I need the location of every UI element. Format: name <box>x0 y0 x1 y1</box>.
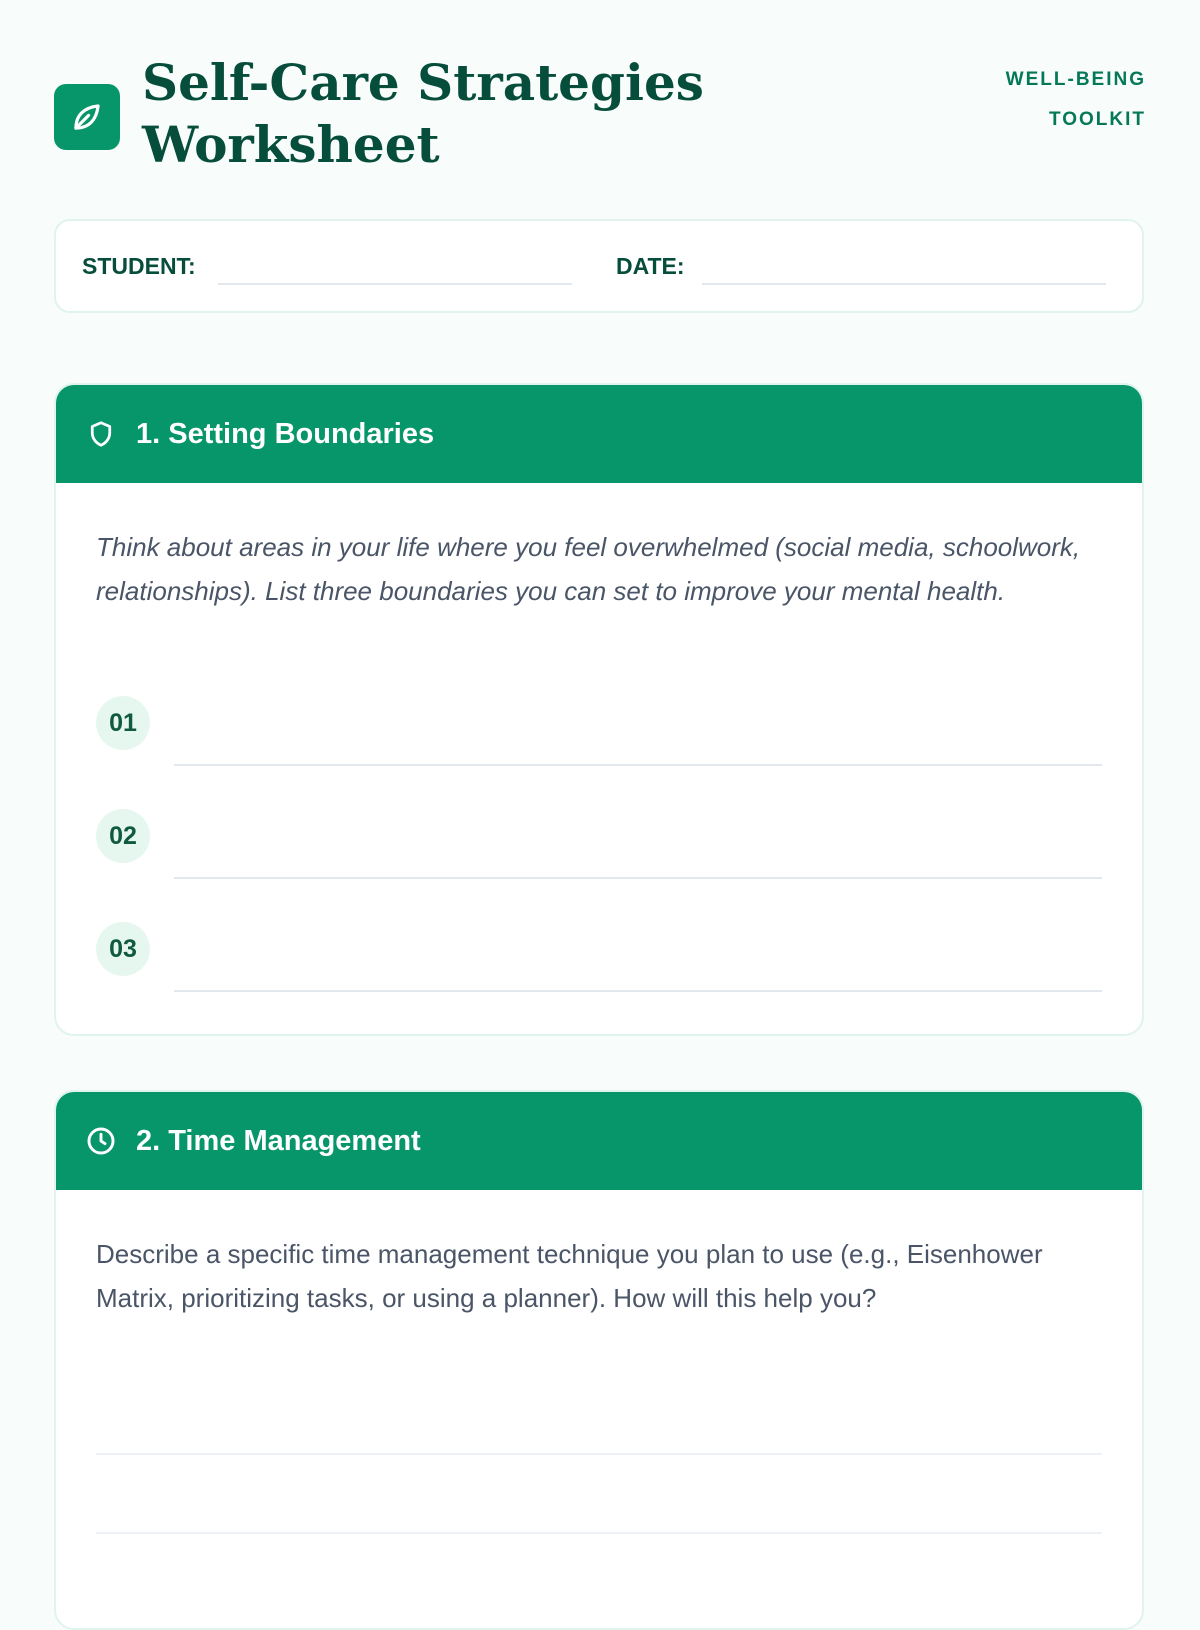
answer-line[interactable] <box>174 990 1102 992</box>
section-time-management <box>54 1090 1144 1630</box>
student-field[interactable] <box>218 283 572 285</box>
section-title: 1. Setting Boundaries <box>136 417 435 450</box>
badge-line-1: WELL-BEING <box>1005 69 1146 90</box>
leaf-icon <box>54 84 120 150</box>
answer-line[interactable] <box>174 877 1102 879</box>
date-field[interactable] <box>702 283 1106 285</box>
shield-icon <box>84 417 118 451</box>
page-title-line-2: Worksheet <box>142 115 440 174</box>
list-item <box>96 696 1102 766</box>
answer-line[interactable] <box>96 1532 1102 1534</box>
student-info-card <box>54 219 1144 313</box>
item-number: 03 <box>96 922 150 976</box>
item-number: 01 <box>96 696 150 750</box>
badge-line-2: TOOLKIT <box>1048 109 1146 130</box>
clock-icon <box>84 1124 118 1158</box>
answer-line[interactable] <box>96 1453 1102 1455</box>
header <box>54 52 1146 182</box>
section-header <box>56 385 1142 483</box>
section-header <box>56 1092 1142 1190</box>
item-number: 02 <box>96 809 150 863</box>
list-item <box>96 922 1102 992</box>
date-label: DATE: <box>616 253 685 279</box>
list-item <box>96 809 1102 879</box>
toolkit-badge <box>1006 60 1146 140</box>
section-prompt: Think about areas in your life where you feel overwhelmed (social media, schoolwork, relationships). List three boundaries you can set to improve your mental health. <box>96 532 1081 606</box>
student-label: STUDENT: <box>82 253 196 279</box>
section-prompt: Describe a specific time management technique you plan to use (e.g., Eisenhower Matrix, prioritizing tasks, or using a planner). How will this help you? <box>96 1239 1043 1313</box>
section-setting-boundaries <box>54 383 1144 1036</box>
page-title-line-1: Self-Care Strategies <box>142 53 704 112</box>
page-title <box>142 52 782 176</box>
section-title: 2. Time Management <box>136 1124 421 1157</box>
answer-line[interactable] <box>174 764 1102 766</box>
